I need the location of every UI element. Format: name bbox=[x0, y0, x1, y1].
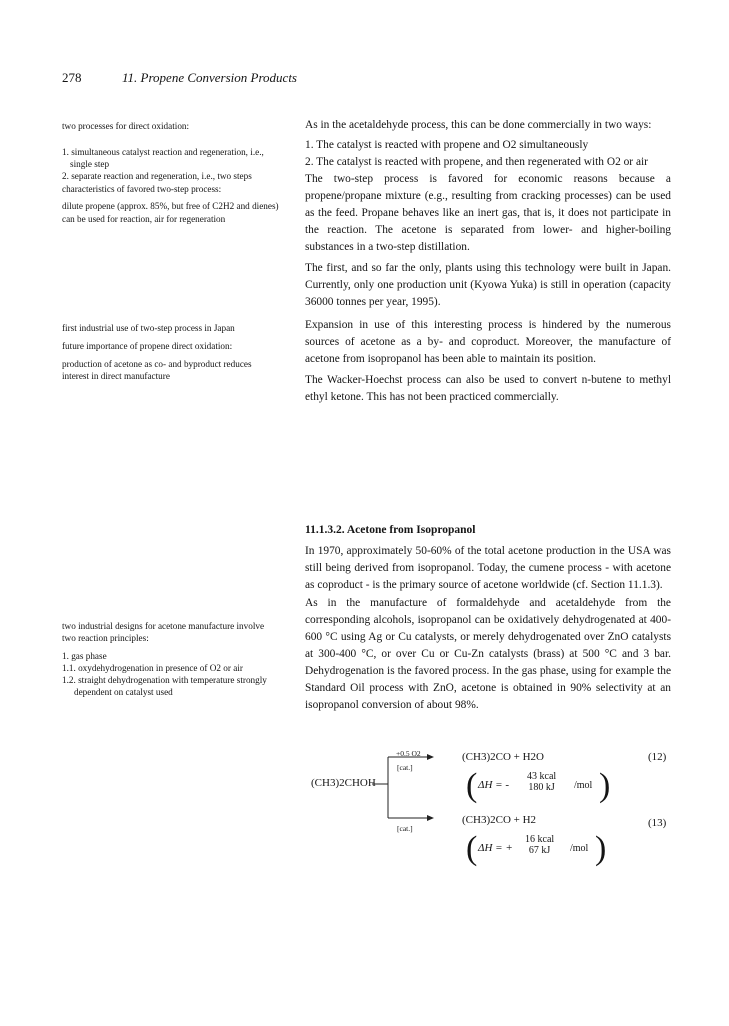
upper-condition: +0.5 O2 bbox=[396, 749, 421, 758]
enthalpy-label: ΔH = - bbox=[478, 779, 509, 791]
reaction-arrows bbox=[372, 754, 462, 826]
list-item: 2. The catalyst is reacted with propene, and then regenerated with O2 or air bbox=[305, 156, 648, 168]
left-paren: ( bbox=[466, 767, 478, 804]
per-mol: /mol bbox=[574, 780, 593, 791]
margin-note-direct-oxidation bbox=[62, 120, 280, 225]
product-acetone-hydrogen: (CH3)2CO + H2 bbox=[462, 814, 537, 826]
margin-note-text: dilute propene (approx. 85%, but free of C2H2 and dienes) can be used for reaction, air for regeneration bbox=[62, 201, 279, 224]
margin-note-title: characteristics of favored two-step process: bbox=[62, 184, 222, 195]
margin-note-japan bbox=[62, 322, 280, 382]
page-number: 278 bbox=[62, 70, 82, 85]
list-item: 1. The catalyst is reacted with propene and O2 simultaneously bbox=[305, 139, 589, 151]
main-text-block-2 bbox=[305, 522, 671, 714]
paragraph: The first, and so far the only, plants using this technology were built in Japan. Currently, only one production unit (Kyowa Yuka) is still in operation (capacity 36000 tonnes per year, 1995). bbox=[305, 262, 671, 308]
margin-note-title: two processes for direct oxidation: bbox=[62, 121, 190, 131]
margin-note-text: first industrial use of two-step process in Japan bbox=[62, 323, 235, 333]
margin-note-item: 1.2. straight dehydrogenation with temperature strongly dependent on catalyst used bbox=[62, 675, 267, 698]
enthalpy-kcal: 16 kcal bbox=[525, 834, 555, 845]
margin-note-item: 1.1. oxydehydrogenation in presence of O2 or air bbox=[62, 663, 243, 674]
paragraph: Expansion in use of this interesting process is hindered by the numerous sources of acetone as a by- and coproduct. Moreover, the manufacture of acetone from isopropanol has been able to maintain its position. bbox=[305, 319, 671, 365]
margin-note-title: future importance of propene direct oxidation: bbox=[62, 341, 233, 352]
paragraph: In 1970, approximately 50-60% of the total acetone production in the USA was still being derived from isopropanol. Today, the cumene process - with acetone as coproduct - is the primary source of acetone worldwide (cf. Section 11.1.3). bbox=[305, 545, 671, 591]
main-text-block-1 bbox=[305, 117, 671, 406]
enthalpy-kj: 180 kJ bbox=[528, 782, 555, 793]
margin-note-item: 1. simultaneous catalyst reaction and regeneration, i.e., single step bbox=[62, 147, 264, 170]
catalyst-label: [cat.] bbox=[397, 763, 413, 772]
reactant-isopropanol: (CH3)2CHOH bbox=[311, 777, 376, 789]
enthalpy-kcal: 43 kcal bbox=[527, 771, 557, 782]
margin-note-item: 1. gas phase bbox=[62, 651, 107, 662]
paragraph: The two-step process is favored for economic reasons because a propene/propane mixture (e.g., resulting from cracking processes) can be used as the feed. Propane behaves like an inert gas, that is, it does not participate in the reaction. The acetone is separated from lower- and higher-boiling substances in a two-step distillation. bbox=[305, 173, 671, 253]
per-mol: /mol bbox=[570, 843, 589, 854]
margin-note-text: production of acetone as co- and byproduct reduces interest in direct manufacture bbox=[62, 359, 252, 382]
equation-number: (13) bbox=[648, 817, 667, 829]
section-heading: 11.1.3.2. Acetone from Isopropanol bbox=[305, 524, 476, 536]
margin-note-item: 2. separate reaction and regeneration, i.e., two steps bbox=[62, 171, 252, 182]
enthalpy-value bbox=[525, 834, 554, 856]
enthalpy-kj: 67 kJ bbox=[528, 845, 551, 856]
enthalpy-value bbox=[527, 771, 556, 793]
margin-note-designs bbox=[62, 620, 280, 699]
catalyst-label: [cat.] bbox=[397, 824, 413, 833]
left-paren: ( bbox=[466, 830, 478, 867]
enthalpy-label: ΔH = + bbox=[478, 842, 513, 854]
paragraph: As in the acetaldehyde process, this can be done commercially in two ways: bbox=[305, 119, 652, 131]
equation-number: (12) bbox=[648, 751, 667, 763]
margin-note-title: two industrial designs for acetone manufacture involve two reaction principles: bbox=[62, 621, 265, 644]
product-acetone-water: (CH3)2CO + H2O bbox=[462, 751, 544, 763]
right-paren: ) bbox=[599, 767, 611, 804]
paragraph: As in the manufacture of formaldehyde and acetaldehyde from the corresponding alcohols, isopropanol can be oxidatively dehydrogenated at 400-600 °C using Ag or Cu catalysts, or merely dehydrogenated over ZnO catalysts at 300-400 °C, or over Cu or Cu-Zn catalysts (brass) at 500 °C and 3 bar. Dehydrogenation is the favored process. In the gas phase, using for example the Standard Oil process with ZnO, acetone is obtained in 90% selectivity at an isopropanol conversion of about 98%. bbox=[305, 597, 671, 711]
chapter-title: 11. Propene Conversion Products bbox=[122, 70, 297, 85]
paragraph: The Wacker-Hoechst process can also be used to convert n-butene to methyl ethyl ketone. This has not been practiced commercially. bbox=[305, 374, 671, 403]
right-paren: ) bbox=[595, 830, 607, 867]
